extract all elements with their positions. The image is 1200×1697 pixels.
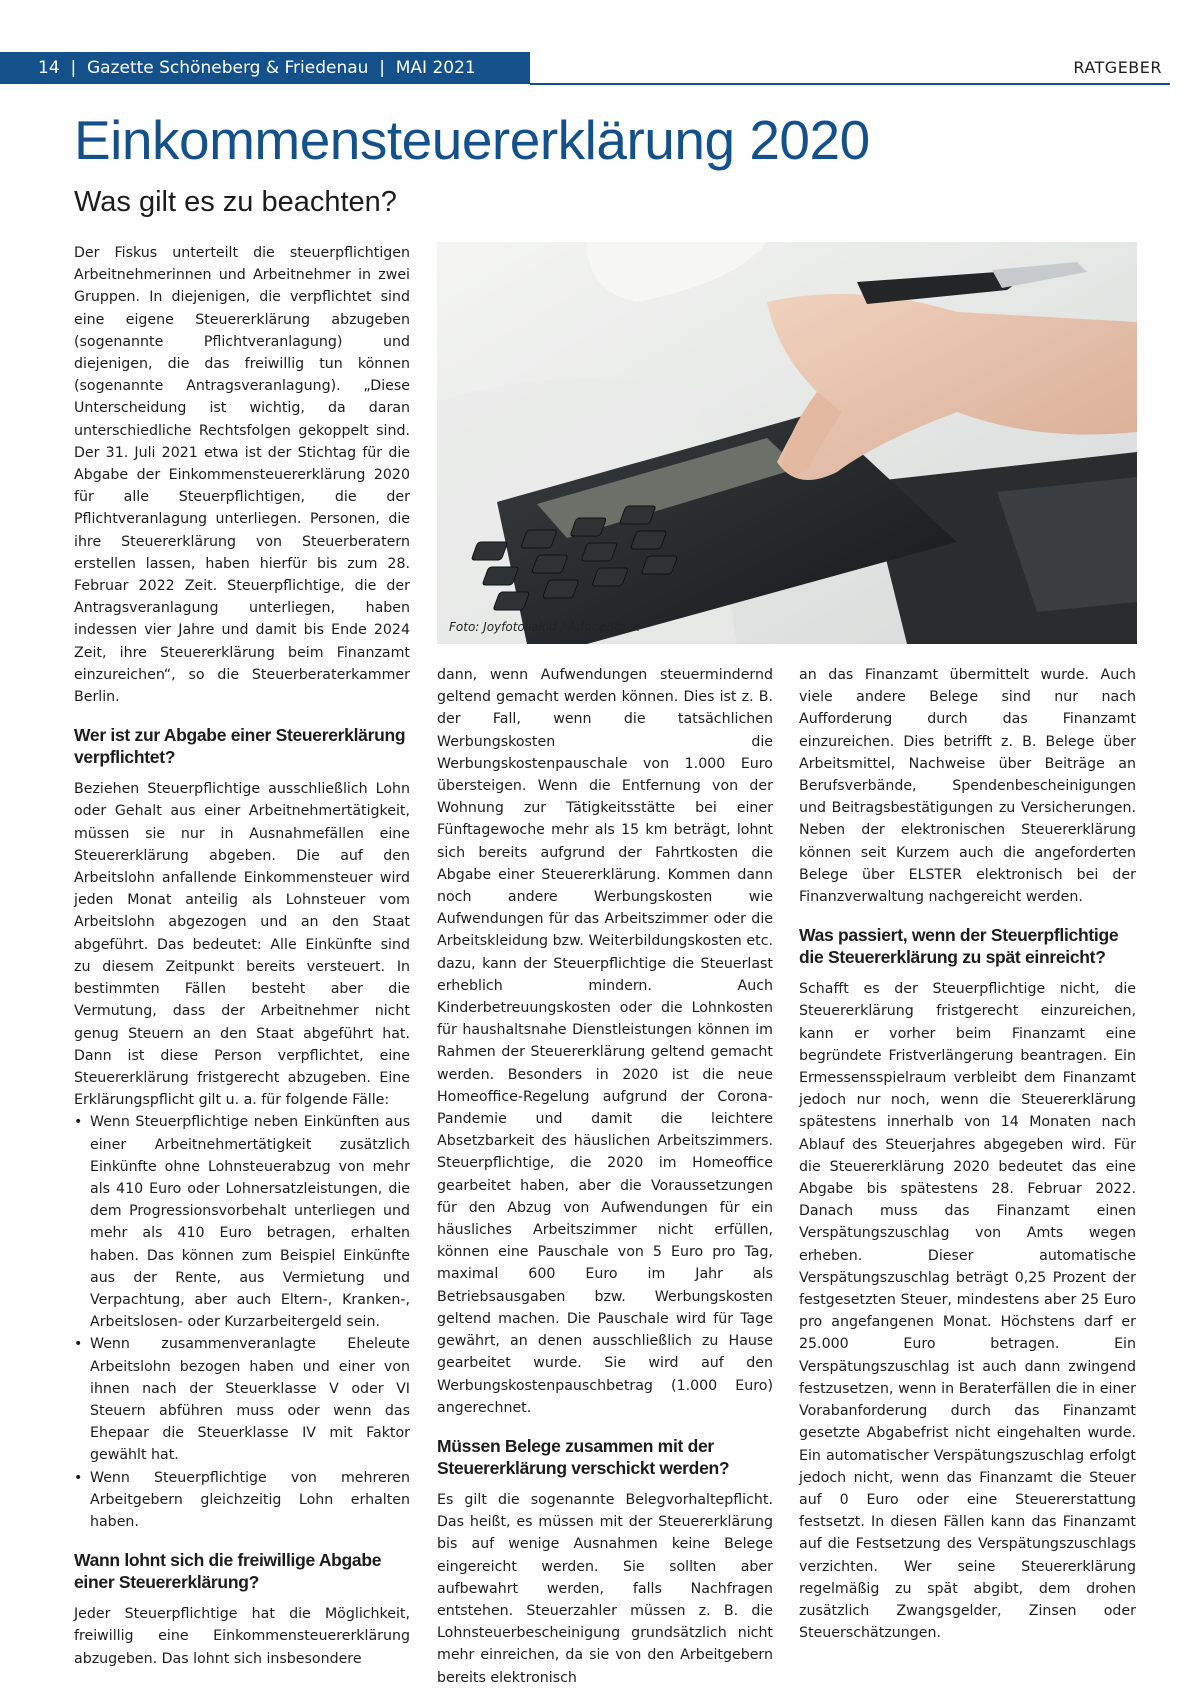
list-item: • Wenn zusammenveranlagte Eheleute Arbeitslohn bezogen haben und einer von ihnen nach der Steuerklasse V oder VI Steuern abführen muss oder wenn das Ehepaar die Steuerklasse IV mit Faktor gewählt hat. [74, 1333, 410, 1466]
receipts-paragraph-continued: an das Finanzamt übermittelt wurde. Auch viele andere Belege sind nur nach Aufforderung durch das Finanzamt einzureichen. Dies betrifft z. B. Belege über Arbeitsmittel, Nachweise über Beiträge an Berufsverbände, Spendenbescheinigungen und Beitragsbestätigungen zu Versicherungen. Neben der elektronischen Steuererklärung können seit Kurzem auch die angeforderten Belege über ELSTER elektronisch bei der Finanzverwaltung nachgereicht werden. [799, 667, 1136, 906]
voluntary-paragraph: Jeder Steuerpflichtige hat die Möglichkeit, freiwillig eine Einkommensteuererklärung abzugeben. Das lohnt sich insbesondere [74, 1606, 410, 1667]
receipts-paragraph: Es gilt die sogenannte Belegvorhaltepflicht. Das heißt, es müssen mit der Steuererklärung bis auf wenige Ausnahmen keine Belege eingereicht werden. Sie sollten aber aufbewahrt werden, falls Nachfragen entstehen. Steuerzahler müssen z. B. die Lohnsteuerbescheinigung grundsätzlich nicht mehr einreichen, da sie von den Arbeitgebern bereits elektronisch [437, 1491, 773, 1686]
voluntary-paragraph-continued: dann, wenn Aufwendungen steuermindernd geltend gemacht werden können. Dies ist z. B. der Fall, wenn die tatsächlichen Werbungskosten die Werbungskostenpauschale von 1.000 Euro übersteigen. Wenn die Entfernung von der Wohnung zur Tätigkeitsstätte bei einer Fünftagewoche mehr als 15 km beträgt, lohnt sich bereits aufgrund der Fahrtkosten die Abgabe einer Steuererklärung. Kommen dann noch andere Werbungskosten wie Aufwendungen für das Arbeitszimmer oder die Arbeitskleidung bzw. Weiterbildungskosten etc. dazu, kann der Steuerpflichtige die Steuerlast erheblich mindern. Auch Kinderbetreuungskosten oder die Lohnkosten für haushaltsnahe Dienstleistungen können im Rahmen der Steuererklärung geltend gemacht werden. Besonders in 2020 ist die neue Homeoffice-Regelung aufgrund der Corona-Pandemie und damit die leichtere Absetzbarkeit des häuslichen Arbeitszimmers. Steuerpflichtige, die 2020 im Homeoffice gearbeitet haben, aber die Voraussetzungen für den Abzug von Aufwendungen für ein häusliches Arbeitszimmer nicht erfüllen, können eine Pauschale von 5 Euro pro Tag, maximal 600 Euro im Jahr als Betriebsausgaben bzw. Werbungskosten geltend machen. Die Pauschale wird für Tage gewährt, an denen ausschließlich zu Hause gearbeitet wurde. Sie wird auf den Werbungskostenpauschbetrag (1.000 Euro) angerechnet. [437, 667, 773, 1416]
heading-obligation: Wer ist zur Abgabe einer Steuererklärung verpflichtet? [74, 725, 406, 768]
section-label: RATGEBER [1073, 58, 1162, 77]
photo-illustration [437, 242, 1137, 644]
obligation-list [74, 1111, 410, 1533]
intro-paragraph: Der Fiskus unterteilt die steuerpflichtigen Arbeitnehmerinnen und Arbeitnehmer in zwei Gruppen. In diejenigen, die verpflichtet sind eine eigene Steuererklärung abzugeben (sogenannte Pflichtveranlagung) und diejenigen, die das freiwillig tun können (sogenannte Antragsveranlagung). „Diese Unterscheidung ist wichtig, da daran unterschiedliche Rechtsfolgen gekoppelt sind. Der 31. Juli 2021 etwa ist der Stichtag für die Abgabe der Einkommensteuererklärung 2020 für alle Steuerpflichtigen, die der Pflichtveranlagung unterliegen. Personen, die ihre Steuererklärung von Steuerberatern erstellen lassen, haben hierfür bis zum 28. Februar 2022 Zeit. Steuerpflichtige, die der Antragsveranlagung unterliegen, haben indessen vier Jahre und damit bis Ende 2024 Zeit, ihre Steuererklärung beim Finanzamt einzureichen“, so die Steuerberaterkammer Berlin. [74, 245, 410, 706]
page-info: 14 | Gazette Schöneberg & Friedenau | MAI 2021 [38, 58, 476, 78]
header-rule [530, 83, 1170, 85]
column-3 [799, 664, 1136, 1644]
list-item: • Wenn Steuerpflichtige neben Einkünften aus einer Arbeitnehmertätigkeit zusätzlich Einkünfte ohne Lohnsteuerabzug von mehr als 410 Euro oder Lohnersatzleistungen, die dem Progressionsvorbehalt unterliegen und mehr als 410 Euro betragen, erhalten haben. Das können zum Beispiel Einkünfte aus der Rente, aus Vermietung und Verpachtung, aber auch Eltern-, Kranken-, Arbeitslosen- oder Kurzarbeitergeld sein. [74, 1111, 410, 1333]
heading-voluntary: Wann lohnt sich die freiwillige Abgabe einer Steuererklärung? [74, 1550, 382, 1593]
heading-late-filing: Was passiert, wenn der Steuerpflichtige die Steuererklärung zu spät einreicht? [799, 925, 1119, 968]
calculator-photo [437, 242, 1137, 644]
column-1 [74, 242, 410, 1670]
article-subtitle: Was gilt es zu beachten? [74, 186, 397, 218]
photo-credit: Foto: Joyfotoliakid / AdobeStock [449, 620, 640, 634]
obligation-paragraph: Beziehen Steuerpflichtige ausschließlich Lohn oder Gehalt aus einer Arbeitnehmertätigkeit, müssen sie nur in Ausnahmefällen eine Steuererklärung abgeben. Die auf den Arbeitslohn anfallende Einkommensteuer wird jeden Monat anteilig als Lohnsteuer vom Arbeitslohn abgezogen und an den Staat abgeführt. Das bedeutet: Alle Einkünfte sind zu diesem Zeitpunkt bereits versteuert. In bestimmten Fällen besteht aber die Vermutung, dass der Arbeitnehmer nicht genug Steuern an den Staat abgeführt hat. Dann ist diese Person verpflichtet, eine Steuererklärung fristgerecht abzugeben. Eine Erklärungspflicht gilt u. a. für folgende Fälle: [74, 781, 410, 1109]
late-filing-paragraph: Schafft es der Steuerpflichtige nicht, die Steuererklärung fristgerecht einzureichen, kann er vorher beim Finanzamt eine begründete Fristverlängerung beantragen. Ein Ermessensspielraum verbleibt dem Finanzamt jedoch nur noch, wenn die Steuererklärung spätestens innerhalb von 14 Monaten nach Ablauf des Steuerjahres abgegeben wird. Für die Steuererklärung 2020 bedeutet das eine Abgabe bis spätestens 28. Februar 2022. Danach muss das Finanzamt einen Verspätungszuschlag von Amts wegen erheben. Dieser automatische Verspätungszuschlag beträgt 0,25 Prozent der festgesetzten Steuer, mindestens aber 25 Euro pro angefangenen Monat. Höchstens darf er 25.000 Euro betragen. Ein Verspätungszuschlag ist auch dann zwingend festzusetzen, wenn in Beraterfällen die in einer Vorabanforderung durch das Finanzamt gesetzte Abgabefrist nicht eingehalten wurde. Ein automatischer Verspätungszuschlag erfolgt jedoch nicht, wenn das Finanzamt die Steuer auf 0 Euro oder eine Steuererstattung festsetzt. In diesen Fällen kann das Finanzamt auf die Festsetzung des Verspätungszuschlags verzichten. Wer seine Steuererklärung regelmäßig zu spät abgibt, dem drohen zusätzlich Zwangsgelder, Zinsen oder Steuerschätzungen. [799, 981, 1136, 1642]
heading-receipts: Müssen Belege zusammen mit der Steuererklärung verschickt werden? [437, 1435, 730, 1478]
article-title: Einkommensteuererklärung 2020 [74, 109, 870, 171]
column-2 [437, 664, 773, 1689]
list-item: • Wenn Steuerpflichtige von mehreren Arbeitgebern gleichzeitig Lohn erhalten haben. [74, 1467, 410, 1534]
page-info-bar [0, 52, 530, 84]
